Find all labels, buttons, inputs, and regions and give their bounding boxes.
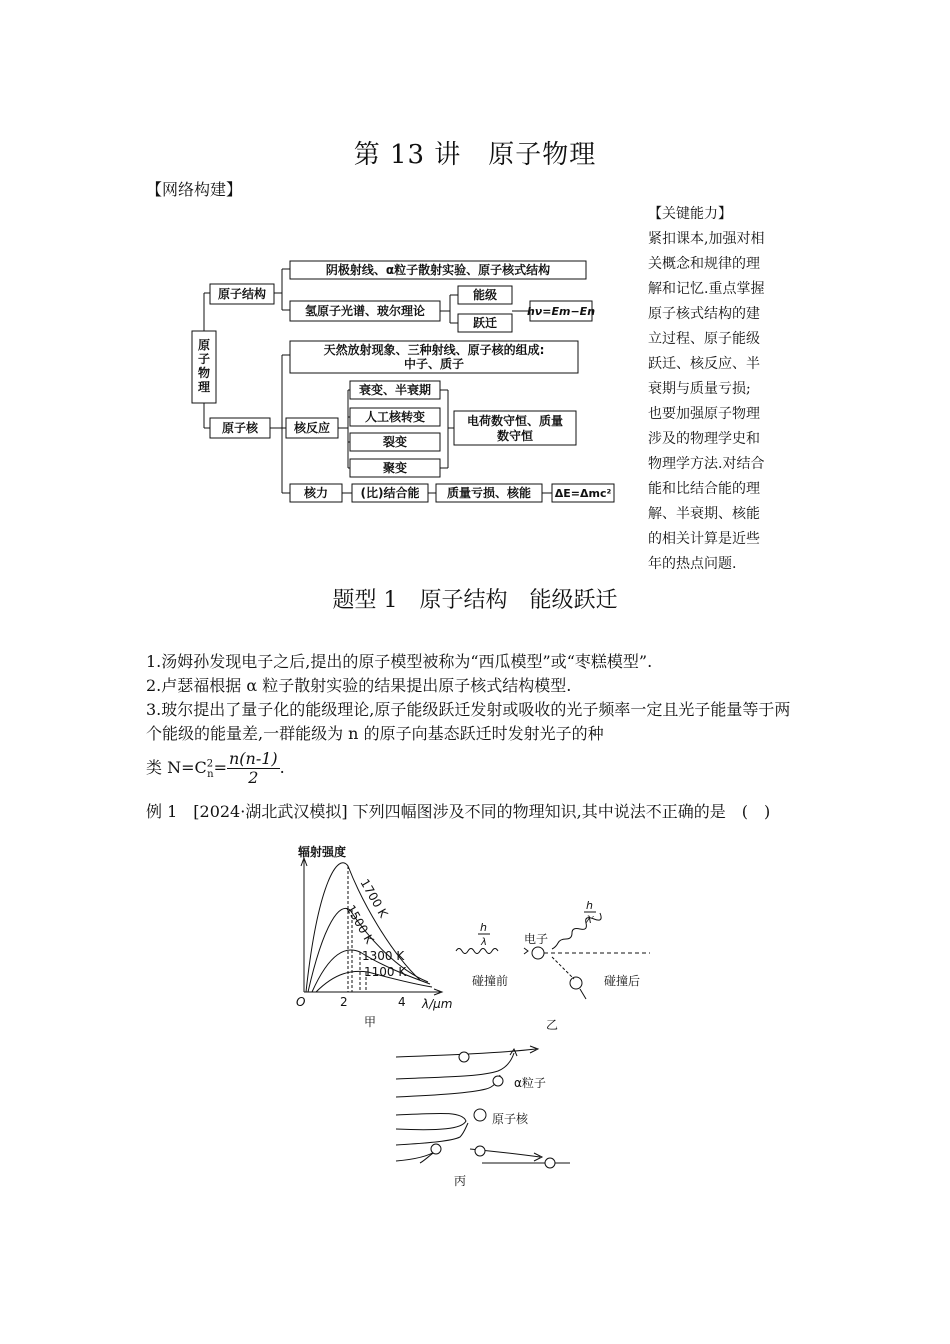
svg-text:α粒子: α粒子 [514,1076,546,1090]
concept-diagram [186,255,626,515]
svg-text:理: 理 [197,380,211,394]
svg-text:2: 2 [340,995,348,1009]
svg-text:1500 K: 1500 K [343,902,377,947]
svg-text:质量亏损、核能: 质量亏损、核能 [446,486,532,500]
figure-jia [290,842,470,1032]
svg-text:1100 K: 1100 K [364,965,407,979]
point-1: 1.汤姆孙发现电子之后,提出的原子模型被称为“西瓜模型”或“枣糕模型”. [146,652,653,671]
svg-text:核力: 核力 [303,486,329,500]
section-network-label: 【网络构建】 [146,180,243,199]
svg-text:O: O [296,995,306,1009]
figure-bing [390,1045,590,1195]
svg-text:原子核: 原子核 [492,1112,529,1126]
svg-text:碰撞前: 碰撞前 [472,974,509,988]
electron-after [570,977,582,989]
svg-text:核反应: 核反应 [293,421,331,435]
svg-text:人工核转变: 人工核转变 [364,410,426,424]
svg-text:h: h [480,921,487,934]
node-nucleus: 原子核 [221,421,259,435]
svg-text:丙: 丙 [454,1174,467,1188]
svg-text:阴极射线、α粒子散射实验、原子核式结构: 阴极射线、α粒子散射实验、原子核式结构 [325,263,551,277]
svg-text:ΔE=Δmc²: ΔE=Δmc² [554,487,612,500]
svg-text:甲: 甲 [364,1015,377,1029]
diagram-root-char-1: 原 [197,338,211,352]
svg-text:乙: 乙 [546,1018,559,1032]
svg-text:裂变: 裂变 [382,435,408,449]
node-atomic-structure: 原子结构 [217,287,267,301]
svg-text:氢原子光谱、玻尔理论: 氢原子光谱、玻尔理论 [304,304,426,318]
page-title: 第 13 讲 原子物理 [353,140,597,170]
svg-text:数守恒: 数守恒 [496,429,534,443]
svg-text:λ: λ [481,937,487,948]
svg-text:碰撞后: 碰撞后 [604,974,641,988]
point-3-formula: 类 $N=C^2_n=$ $\frac{n(n-1)}{2}$ . [146,749,285,787]
photon-in [456,949,498,954]
svg-text:1700 K: 1700 K [357,876,391,921]
svg-text:子: 子 [197,352,211,366]
svg-text:跃迁: 跃迁 [472,316,498,330]
point-2: 2.卢瑟福根据 α 粒子散射实验的结果提出原子核式结构模型. [146,676,572,695]
svg-text:物: 物 [197,366,211,380]
svg-text:聚变: 聚变 [382,461,408,475]
svg-text:h: h [586,899,593,912]
svg-text:(比)结合能: (比)结合能 [360,486,420,500]
figure-yi [450,895,660,1035]
svg-text:4: 4 [398,995,406,1009]
point-3: 3.玻尔提出了量子化的能级理论,原子能级跃迁发射或吸收的光子频率一定且光子能量等于两个能级的能量差,一群能级为 n 的原子向基态跃迁时发射光子的种 [146,700,791,743]
example-1: 例 1 [2024·湖北武汉模拟] 下列四幅图涉及不同的物理知识,其中说法不正确的是 ( ) [146,802,771,821]
svg-text:中子、质子: 中子、质子 [403,357,465,371]
svg-text:天然放射现象、三种射线、原子核的组成:: 天然放射现象、三种射线、原子核的组成: [323,343,545,357]
section-subtitle: 题型 1 原子结构 能级跃迁 [332,588,618,613]
svg-text:电荷数守恒、质量: 电荷数守恒、质量 [466,414,564,428]
electron-before [532,947,544,959]
svg-text:hν=Em−En: hν=Em−En [526,305,596,318]
svg-text:1300 K: 1300 K [362,949,405,963]
svg-text:辐射强度: 辐射强度 [298,845,347,859]
svg-text:λ′: λ′ [586,915,595,926]
svg-text:衰变、半衰期: 衰变、半衰期 [358,383,432,397]
key-ability-note: 【关键能力】 紧扣课本,加强对相 关概念和规律的理 解和记忆.重点掌握 原子核式结构的建 立过程、原子能级 跃迁、核反应、半 衰期与质量亏损; 也要加强原子物理 涉及的物理学史和 物理学方法.对结合 能和比结合能的理 解、半衰期、核能 的相关计算是近些 年的热点问题. [648,206,765,572]
svg-text:λ/μm: λ/μm [422,997,453,1011]
svg-text:能级: 能级 [472,288,498,302]
svg-text:电子: 电子 [524,932,549,946]
